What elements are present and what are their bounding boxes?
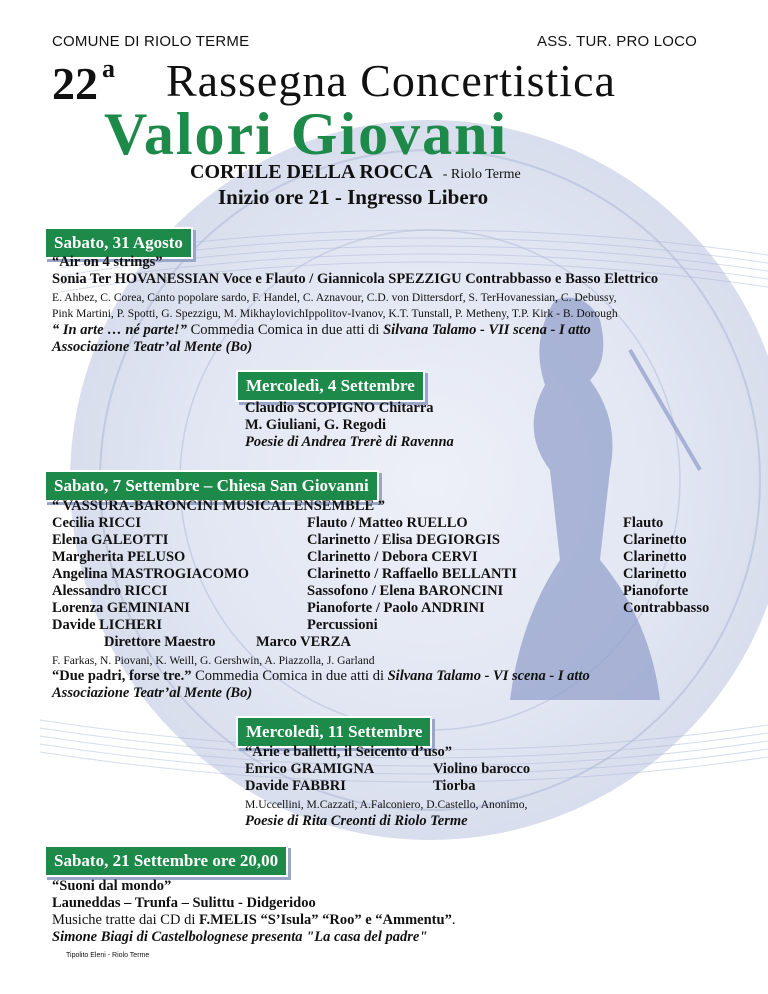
composers-line: Pink Martini, P. Spotti, G. Spezzigu, M. MikhaylovichIppolitov-Ivanov, K.T. Tunstall, P. Metheny, T.P. Kirk - B. Dorough [52,307,618,320]
event-subtitle: “Air on 4 strings” [52,254,163,270]
performer-name: Enrico GRAMIGNA [245,761,375,777]
venue-town: - Riolo Terme [442,167,521,182]
list-item: Percussioni [307,617,378,633]
poetry-line: Poesie di Rita Creonti di Riolo Terme [245,813,468,829]
list-item: Lorenza GEMINIANI [52,600,190,616]
composers-line: E. Ahbez, C. Corea, Canto popolare sardo, F. Handel, C. Aznavour, C.D. von Dittersdorf, S. TerHovanessian, C. Debussy, [52,291,617,304]
list-item: Elena GALEOTTI [52,532,169,548]
theatre-line: “ In arte … né parte!” Commedia Comica in due atti di Silvana Talamo - VII scena - I atto [52,322,591,338]
start-time-info: Inizio ore 21 - Ingresso Libero [218,185,489,209]
venue: CORTILE DELLA ROCCA - Riolo Terme [190,161,521,183]
series-title: Rassegna Concertistica [166,55,616,106]
association-name: Associazione Teatr’al Mente (Bo) [52,339,253,355]
event-date-band: Sabato, 7 Settembre – Chiesa San Giovanni [44,470,379,502]
composers-line: F. Farkas, N. Piovani, K. Weill, G. Gershwin, A. Piazzolla, J. Garland [52,654,375,667]
list-item: Pianoforte / Paolo ANDRINI [307,600,485,616]
event-performers: Claudio SCOPIGNO Chitarra [245,400,434,416]
poetry-line: Poesie di Andrea Trerè di Ravenna [245,434,454,450]
edition-number: 22 $^a$ [52,54,115,109]
composers-line: M. Giuliani, G. Regodi [245,417,386,433]
list-item: Clarinetto [623,566,687,582]
performer-name: Davide FABBRI [245,778,346,794]
list-item: Margherita PELUSO [52,549,186,565]
presentation-line: Simone Biagi di Castelbolognese presenta "La casa del padre" [52,929,428,945]
composers-line: M.Uccellini, M.Cazzati, A.Falconiero, D.Castello, Anonimo, [245,798,528,811]
organizer-label: ASS. TUR. PRO LOCO [537,33,698,50]
event-date-band: Mercoledì, 11 Settembre [236,716,432,748]
list-item: Davide LICHERI [52,617,162,633]
list-item: Contrabbasso [623,600,710,616]
ensemble-instruments-column [623,515,709,617]
list-item: Angelina MASTROGIACOMO [52,566,249,582]
list-item: Sassofono / Elena BARONCINI [307,583,504,599]
list-item: Clarinetto / Raffaello BELLANTI [307,566,517,582]
event-subtitle: “Suoni dal mondo” [52,878,172,894]
printer-credit: Tipolito Eleni - Riolo Terme [66,952,150,959]
list-item: Pianoforte [623,583,689,599]
festival-title: Valori Giovani [104,101,509,167]
director-label: Direttore Maestro [104,634,216,650]
list-item: Clarinetto / Elisa DEGIORGIS [307,532,500,548]
list-item: Cecilia RICCI [52,515,142,531]
list-item: Flauto [623,515,664,531]
list-item: Clarinetto [623,532,687,548]
event-performers: Sonia Ter HOVANESSIAN Voce e Flauto / Giannicola SPEZZIGU Contrabbasso e Basso Elettrico [52,271,659,287]
list-item: Clarinetto / Debora CERVI [307,549,478,565]
theatre-line: “Due padri, forse tre.” Commedia Comica in due atti di Silvana Talamo - VI scena - I atto [52,668,590,684]
municipality-label: COMUNE DI RIOLO TERME [52,33,250,50]
ensemble-members-column [52,515,249,634]
ensemble-name: “ VASSURA-BARONCINI MUSICAL ENSEMBLE ” [52,498,386,514]
list-item: Clarinetto [623,549,687,565]
ensemble-members-column [307,515,517,634]
edition-suffix: a [102,54,115,83]
event-date-band: Mercoledì, 4 Settembre [236,370,425,402]
director-name: Marco VERZA [256,634,351,650]
event-subtitle: “Arie e balletti, il Seicento d’uso” [245,744,453,760]
event-date-band: Sabato, 21 Settembre ore 20,00 [44,845,288,877]
list-item: Flauto / Matteo RUELLO [307,515,468,531]
list-item: Alessandro RICCI [52,583,168,599]
performer-instrument: Tiorba [433,778,476,794]
association-name: Associazione Teatr’al Mente (Bo) [52,685,253,701]
performer-instrument: Violino barocco [433,761,531,777]
event-date-band: Sabato, 31 Agosto [44,227,193,259]
instrument-list: Launeddas – Trunfa – Sulittu - Didgeridoo [52,895,316,911]
music-source-line: Musiche tratte dai CD di F.MELIS “S’Isula” “Roo” e “Ammentu”. [52,912,456,928]
